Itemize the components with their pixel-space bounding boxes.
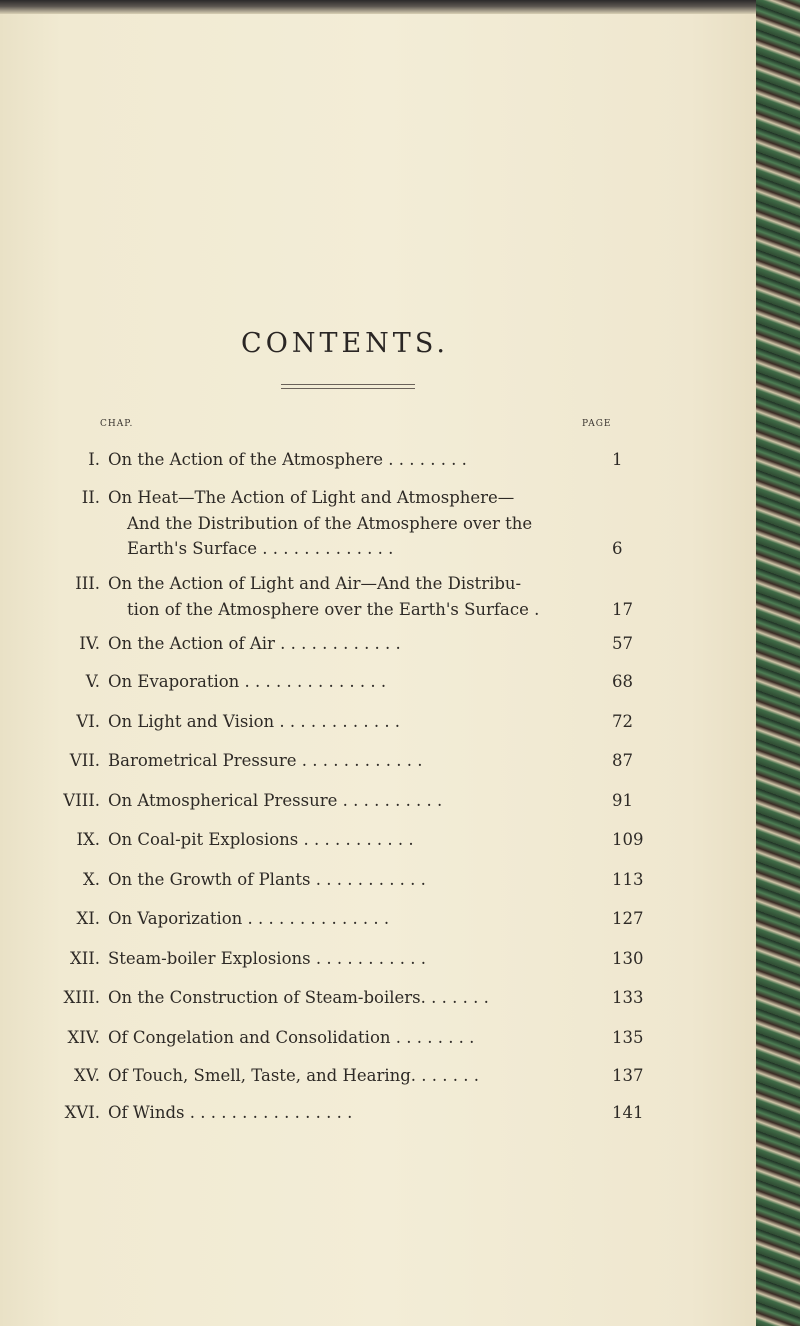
- chapter-title-line: Of Congelation and Consolidation . . . . . . . .: [108, 1028, 475, 1047]
- chapter-number: VI.: [76, 712, 100, 731]
- chapter-title-line: Of Winds . . . . . . . . . . . . . . . .: [108, 1103, 353, 1122]
- chapter-title-line: On the Action of the Atmosphere . . . . . . . .: [108, 450, 467, 469]
- page-top-edge: [0, 0, 768, 14]
- page-number: 133: [612, 988, 644, 1007]
- chapter-title-line: Of Touch, Smell, Taste, and Hearing. . . . . . .: [108, 1066, 479, 1085]
- chapter-title-line: On Heat—The Action of Light and Atmosphere—: [108, 488, 515, 507]
- chapter-number: X.: [83, 870, 100, 889]
- chapter-title-line: On the Growth of Plants . . . . . . . . . . .: [108, 870, 426, 889]
- chapter-title-line: Barometrical Pressure . . . . . . . . . . . .: [108, 751, 423, 770]
- page-number: 137: [612, 1066, 644, 1085]
- chapter-title-line: On the Construction of Steam-boilers. . . . . . .: [108, 988, 489, 1007]
- page-number: 130: [612, 949, 644, 968]
- chapter-number: XI.: [76, 909, 100, 928]
- chapter-number: IX.: [76, 830, 100, 849]
- chapter-title-line: On Atmospherical Pressure . . . . . . . . . .: [108, 791, 443, 810]
- chapter-number: VII.: [69, 751, 100, 770]
- chapter-number: VIII.: [63, 791, 100, 810]
- chapter-number: XV.: [73, 1066, 100, 1085]
- chapter-number: IV.: [79, 634, 100, 653]
- page-title: CONTENTS.: [241, 328, 449, 359]
- page-column-header: PAGE: [582, 419, 612, 429]
- chapter-number: XII.: [69, 949, 100, 968]
- page-number: 1: [612, 450, 623, 469]
- page-number: 68: [612, 672, 633, 691]
- book-spine: [756, 0, 800, 1326]
- chapter-number: XIV.: [67, 1028, 100, 1047]
- chapter-number: III.: [75, 574, 100, 593]
- chapter-title-line: tion of the Atmosphere over the Earth's Surface .: [127, 599, 540, 619]
- title-rule-bottom: [281, 388, 415, 389]
- page-number: 6: [612, 539, 623, 558]
- page-number: 109: [612, 830, 644, 849]
- chapter-number: II.: [81, 488, 100, 507]
- title-rule-top: [281, 384, 415, 385]
- chapter-title-line: Steam-boiler Explosions . . . . . . . . . . .: [108, 949, 426, 968]
- page-number: 72: [612, 712, 633, 731]
- chapter-title-line: On the Action of Air . . . . . . . . . . . .: [108, 634, 401, 653]
- page-number: 17: [612, 599, 633, 619]
- page-number: 127: [612, 909, 644, 928]
- page-number: 87: [612, 751, 633, 770]
- page-number: 91: [612, 791, 633, 810]
- page-number: 135: [612, 1028, 644, 1047]
- chapter-title-line: On Coal-pit Explosions . . . . . . . . . . .: [108, 830, 414, 849]
- chapter-number: I.: [88, 450, 100, 469]
- chapter-title-line: On Light and Vision . . . . . . . . . . . .: [108, 712, 401, 731]
- chapter-title-line: And the Distribution of the Atmosphere over the: [127, 513, 533, 533]
- page-number: 141: [612, 1103, 644, 1122]
- chapter-title-line: On Vaporization . . . . . . . . . . . . . .: [108, 909, 390, 928]
- chapter-number: XVI.: [64, 1103, 100, 1122]
- chapter-number: V.: [85, 672, 100, 691]
- chapter-number: XIII.: [63, 988, 100, 1007]
- page-number: 57: [612, 634, 633, 653]
- chapter-column-header: CHAP.: [100, 419, 134, 429]
- page-number: 113: [612, 870, 644, 889]
- chapter-title-line: On the Action of Light and Air—And the Distribu-: [108, 574, 522, 593]
- chapter-title-line: On Evaporation . . . . . . . . . . . . . .: [108, 672, 387, 691]
- chapter-title-line: Earth's Surface . . . . . . . . . . . . .: [127, 539, 394, 558]
